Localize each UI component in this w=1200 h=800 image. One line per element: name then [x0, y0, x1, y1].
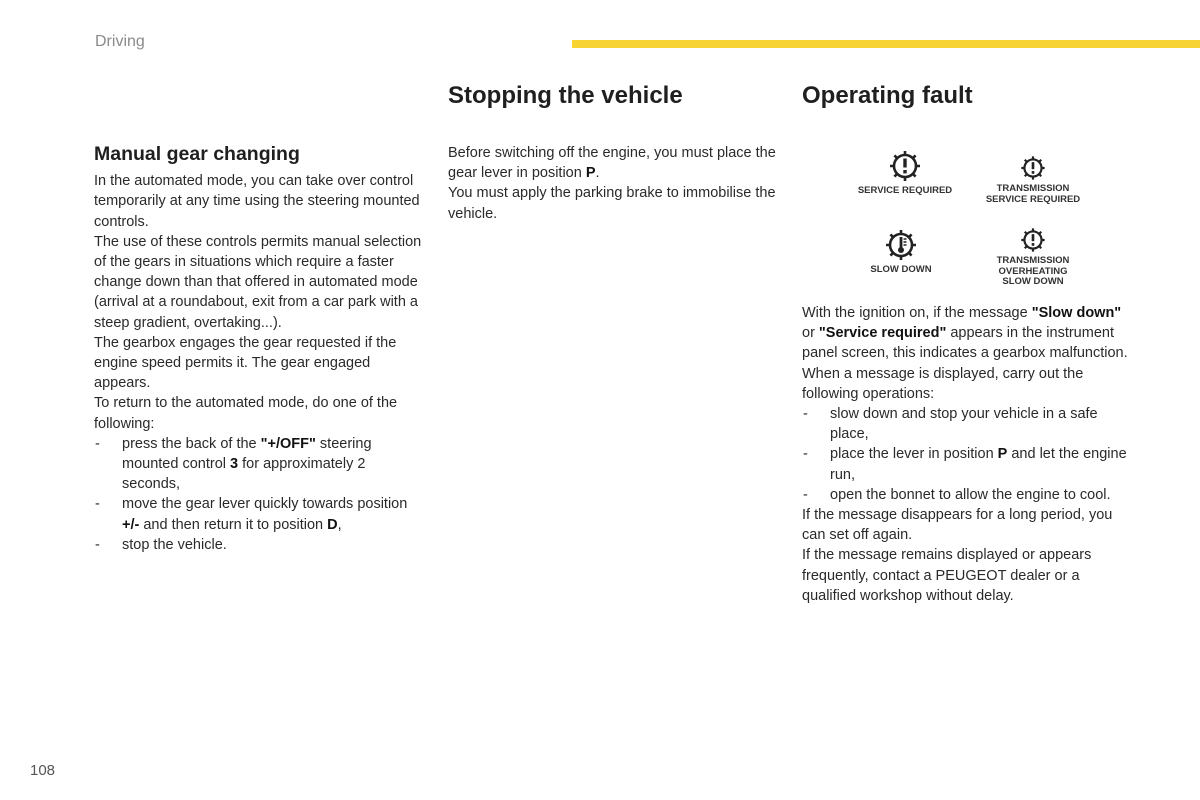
- transmission-service-icon: [1019, 154, 1047, 182]
- return-steps-list: [94, 434, 424, 555]
- transmission-overheating-icon: [1019, 226, 1047, 254]
- label-line: TRANSMISSION: [996, 183, 1070, 194]
- stopping-the-vehicle-title: Stopping the vehicle: [448, 82, 683, 109]
- text: and let the engine run,: [830, 446, 1127, 483]
- transmission-overheating-symbol: [968, 226, 1098, 288]
- warning-symbols: [840, 140, 1100, 290]
- paragraph: When a message is displayed, carry out the following operations:: [802, 365, 1084, 402]
- text: stop the vehicle.: [122, 536, 227, 553]
- paragraph: The gearbox engages the gear requested if the engine speed permits it. The gear engaged appears.: [94, 334, 397, 392]
- text: appears in the instrument panel screen, this indicates a gearbox malfunction.: [802, 325, 1128, 362]
- paragraph: In the automated mode, you can take over control temporarily at any time using the steering mounted controls.: [94, 173, 420, 230]
- list-item: [94, 434, 424, 495]
- paragraph: If the message disappears for a long period, you can set off again.: [802, 507, 1113, 544]
- list-item: [94, 535, 424, 555]
- position-p: P: [585, 165, 596, 182]
- text: for approximately 2 seconds,: [122, 456, 366, 493]
- text: With the ignition on, if the message: [802, 305, 1032, 321]
- position-p: P: [997, 446, 1008, 463]
- slow-down-message: "Slow down": [1031, 305, 1122, 321]
- paragraph: [802, 303, 1132, 364]
- list-item: [94, 494, 424, 534]
- list-item: [802, 444, 1132, 484]
- label-line: SLOW DOWN: [1002, 276, 1064, 287]
- service-required-label: SERVICE REQUIRED: [857, 185, 953, 196]
- paragraph: The use of these controls permits manual selection of the gears in situations which require a faster change down than that offered in automated mode (arrival at a roundabout, exit from a car park with a steep gradient, overtaking...).: [94, 233, 422, 331]
- gearbox-temperature-icon: [883, 227, 919, 263]
- text: or: [802, 325, 819, 342]
- paragraph: To return to the automated mode, do one of the following:: [94, 395, 398, 432]
- list-item: - slow down and stop your vehicle in a safe place,: [802, 404, 1132, 444]
- accent-bar: [572, 40, 1200, 48]
- label-line: SERVICE REQUIRED: [985, 193, 1081, 205]
- label-line: TRANSMISSION: [996, 255, 1070, 266]
- text: .: [595, 165, 600, 182]
- manual-gear-changing-title: Manual gear changing: [94, 143, 300, 165]
- position-d: D: [327, 516, 338, 533]
- label-line: OVERHEATING: [998, 265, 1068, 277]
- text: Before switching off the engine, you must place the gear lever in position: [448, 145, 776, 182]
- gearbox-service-icon: [887, 148, 923, 184]
- stopping-the-vehicle-column: [448, 143, 783, 224]
- operating-fault-column: [802, 303, 1132, 606]
- service-required-symbol: [840, 148, 970, 197]
- text: steering mounted control: [122, 435, 372, 473]
- slow-down-symbol: [836, 227, 966, 276]
- control-number: 3: [230, 456, 239, 473]
- text: and then return it to position: [139, 516, 328, 533]
- slow-down-label: SLOW DOWN: [870, 264, 932, 275]
- operating-fault-title: Operating fault: [802, 82, 973, 109]
- page-number: 108: [30, 762, 56, 779]
- text: place the lever in position: [830, 446, 998, 463]
- paragraph: [448, 143, 783, 183]
- transmission-overheating-label: [968, 256, 1098, 288]
- transmission-service-symbol: [968, 154, 1098, 205]
- service-required-message: "Service required": [818, 325, 947, 342]
- transmission-service-label: [968, 184, 1098, 205]
- text: ,: [337, 516, 342, 533]
- section-name: Driving: [95, 33, 145, 50]
- text: move the gear lever quickly towards position: [122, 496, 408, 513]
- manual-gear-changing-column: [94, 144, 424, 555]
- text: press the back of the: [122, 435, 261, 452]
- position-plus-minus: +/-: [122, 516, 140, 533]
- paragraph: If the message remains displayed or appears frequently, contact a PEUGEOT dealer or a qualified workshop without delay.: [802, 547, 1092, 604]
- list-item: - open the bonnet to allow the engine to cool.: [802, 485, 1132, 505]
- plus-off-control: "+/OFF": [260, 435, 316, 452]
- operations-list: [802, 404, 1132, 505]
- paragraph: You must apply the parking brake to immobilise the vehicle.: [448, 185, 776, 222]
